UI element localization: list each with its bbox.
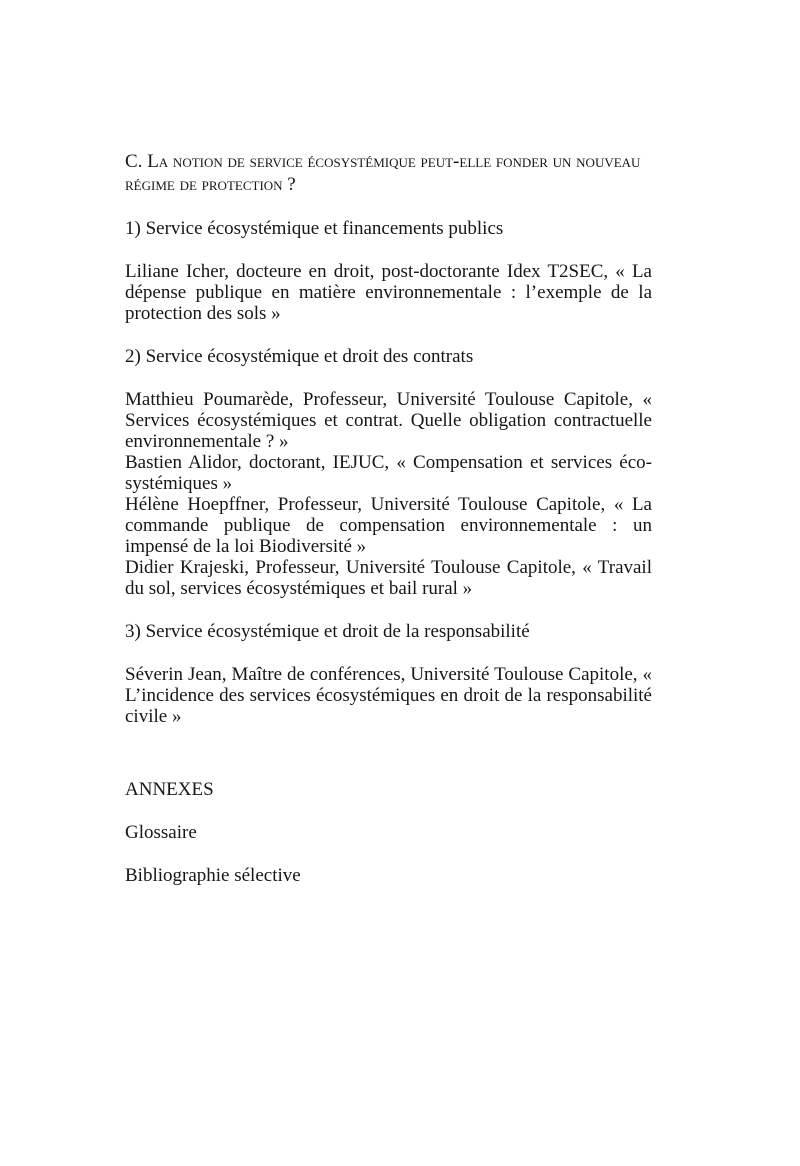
section-c-heading bbox=[125, 150, 652, 196]
annexes-title: ANNEXES bbox=[125, 779, 214, 800]
entry-alidor: Bastien Alidor, doctorant, IEJUC, « Compensation et services écosystémiques » bbox=[125, 452, 652, 494]
subsection-1-entries bbox=[125, 261, 652, 324]
section-c-suffix: ? bbox=[282, 174, 296, 195]
entry-hoepffner: Hélène Hoepffner, Professeur, Université Toulouse Capitole, « La commande publique de compensation environnementale : un impensé de la loi Biodiversité » bbox=[125, 494, 652, 557]
annex-glossaire: Glossaire bbox=[125, 822, 197, 843]
section-c-prefix: C. bbox=[125, 151, 148, 172]
document-page bbox=[125, 150, 652, 886]
subsection-1-title: 1) Service écosystémique et financements publics bbox=[125, 218, 504, 239]
subsection-2-entries bbox=[125, 389, 652, 599]
annex-bibliographie: Bibliographie sélective bbox=[125, 865, 301, 886]
subsection-3-entries bbox=[125, 664, 652, 727]
subsection-3-title: 3) Service écosystémique et droit de la responsabilité bbox=[125, 621, 530, 642]
subsection-2-title: 2) Service écosystémique et droit des contrats bbox=[125, 346, 474, 367]
section-c-title: La notion de service écosystémique peut-elle fonder un nouveau régime de protection bbox=[125, 151, 641, 195]
entry-krajeski: Didier Krajeski, Professeur, Université Toulouse Capitole, « Travail du sol, services écosystémiques et bail rural » bbox=[125, 557, 652, 599]
entry-icher: Liliane Icher, docteure en droit, post-doctorante Idex T2SEC, « La dépense publique en matière environnementale : l’exemple de la protection des sols » bbox=[125, 261, 652, 324]
entry-poumarede: Matthieu Poumarède, Professeur, Université Toulouse Capitole, « Services écosystémiques et contrat. Quelle obligation contractuelle environnementale ? » bbox=[125, 389, 652, 452]
entry-jean: Séverin Jean, Maître de conférences, Université Toulouse Capitole, « L’incidence des services écosystémiques en droit de la responsabilité civile » bbox=[125, 664, 652, 727]
